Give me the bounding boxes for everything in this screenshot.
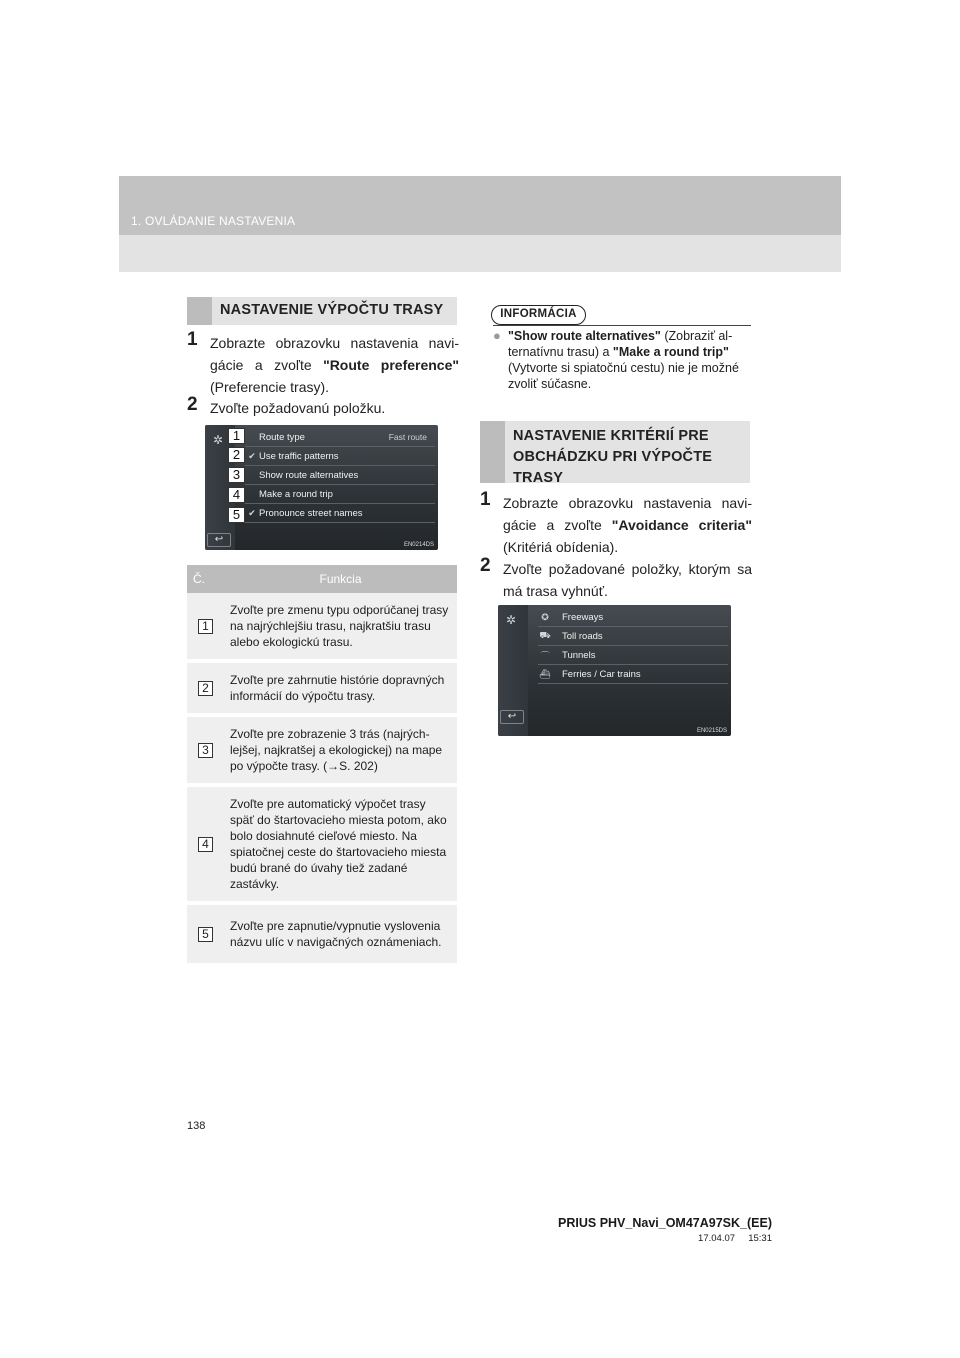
left-step-2 [187,394,459,419]
gear-icon: ✲ [213,433,224,447]
row-value: Fast route [388,432,427,442]
step-text: Zvoľte požadovanú položku. [210,400,386,416]
check-icon: ✔ [248,507,256,518]
col-num-header: Č. [187,565,224,593]
row-number [187,715,224,785]
right-step-2 [480,555,752,602]
bullet-icon: ● [493,328,501,343]
info-note [493,328,753,392]
gear-icon: ✲ [506,613,517,627]
row-label: Pronounce street names [259,507,363,519]
left-step-1 [187,329,460,398]
screen-row-route-type[interactable] [245,428,435,447]
info-tag: INFORMÁCIA [491,305,586,325]
step-text-pre: Zobrazte obrazovku nastavenia navigácie a zvoľte [210,335,459,373]
screen-row-street-names[interactable] [245,504,435,523]
callout-1: 1 [228,428,245,444]
image-code: EN0215DS [696,728,727,734]
callout-4: 4 [228,487,245,503]
number-box: 2 [198,681,213,696]
callout-5: 5 [228,507,245,523]
screen-row-tunnels[interactable] [538,646,728,665]
step-text-post: (Kritériá obídenia). [503,539,619,555]
header-band [119,176,841,272]
freeway-icon: ✪ [541,611,549,622]
heading-bar [187,297,212,325]
row-description: Zvoľte pre zobrazenie 3 trás (najrýchlejšej, najkratšej a ekologickej) na mape po výpočte trasy. (→S. 202) [224,715,457,785]
row-description: Zvoľte pre zapnutie/vypnutie vyslovenia názvu ulíc v navigačných oznámeniach. [224,903,457,965]
step-text-post: (Preferencie trasy). [210,379,330,395]
col-func-header: Funkcia [224,565,457,593]
info-text-mid: (Zobraziť alternatívnu trasu) a [508,329,733,359]
avoidance-criteria-screen [498,605,731,736]
table-row [187,785,457,903]
number-box: 4 [198,837,213,852]
row-label: Freeways [562,611,604,623]
row-label: Route type [259,431,305,443]
check-icon: ✔ [248,450,256,461]
table-row [187,661,457,715]
table-row [187,715,457,785]
row-number [187,593,224,661]
screen-row-ferries[interactable] [538,665,728,684]
screen-row-route-alternatives[interactable] [245,466,435,485]
left-section-heading [187,297,457,325]
screen-row-round-trip[interactable] [245,485,435,504]
ferry-icon: ⛴ [539,668,551,679]
row-label: Use traffic patterns [259,450,339,462]
info-bold-2: "Make a round trip" [612,345,729,359]
row-label: Ferries / Car trains [562,668,641,680]
row-number [187,661,224,715]
step-text-pre: Zobrazte obrazovku nastavenia navigácie a zvoľte [503,495,752,533]
back-icon[interactable]: ↩ [207,533,231,547]
heading-bar [480,421,505,483]
right-section-heading [480,421,750,486]
row-description: Zvoľte pre zmenu typu odporúčanej trasy na najrýchlejšiu trasu, najkratšiu trasu alebo ekologickú trasu. [224,593,457,661]
step-number: 1 [480,489,491,510]
step-text: Zvoľte požadované položky, ktorým sa má trasa vyhnúť. [503,561,752,599]
callout-2: 2 [228,447,245,463]
row-description: Zvoľte pre automatický výpočet trasy späť do štartovacieho miesta potom, ako bolo dosiahnuté cieľové miesto. Na spiatočnej ceste do štartovacieho miesta budú brané do úvahy tiež zadané zastávky. [224,785,457,903]
row-description: Zvoľte pre zahrnutie histórie dopravných informácií do výpočtu trasy. [224,661,457,715]
step-text-bold: "Route preference" [323,357,460,373]
row-label: Show route alternatives [259,469,359,481]
table-row [187,903,457,965]
info-text [493,328,753,392]
row-label: Toll roads [562,630,603,642]
route-preference-screen [205,425,438,550]
info-divider [493,325,751,326]
row-number [187,785,224,903]
table-header-row [187,565,457,593]
left-section-heading-text: NASTAVENIE VÝPOČTU TRASY [220,302,444,318]
right-section-heading-text: NASTAVENIE KRITÉRIÍ PRE OBCHÁDZKU PRI VÝPOČTE TRASY [513,428,713,486]
step-text [480,492,752,558]
info-text-post: (Vytvorte si spiatočnú cestu) nie je možné zvoliť súčasne. [508,361,739,391]
toll-road-icon: ⛟ [539,630,551,640]
back-icon[interactable]: ↩ [500,710,524,724]
step-number: 1 [187,329,198,350]
function-table [187,565,457,967]
image-code: EN0214DS [403,542,434,548]
number-box: 3 [198,743,213,758]
screen-row-traffic-patterns[interactable] [245,447,435,466]
header-section-title: 1. OVLÁDANIE NASTAVENIA [131,214,296,228]
row-number [187,903,224,965]
step-number: 2 [480,555,491,576]
row-label: Make a round trip [259,488,333,500]
info-bold-1: "Show route alternatives" [508,329,661,343]
page-number: 138 [187,1120,206,1132]
number-box: 5 [198,927,213,942]
print-datetime: 17.04.07 15:31 [698,1233,772,1244]
step-number: 2 [187,394,198,415]
document-id: PRIUS PHV_Navi_OM47A97SK_(EE) [558,1216,772,1230]
row-label: Tunnels [562,649,596,661]
right-step-1 [480,489,752,558]
step-text-bold: "Avoidance criteria" [611,517,752,533]
table-row [187,593,457,661]
tunnel-icon: ⌒ [540,650,550,661]
number-box: 1 [198,619,213,634]
screen-row-freeways[interactable] [538,608,728,627]
step-text [187,332,459,398]
callout-3: 3 [228,467,245,483]
screen-row-toll-roads[interactable] [538,627,728,646]
